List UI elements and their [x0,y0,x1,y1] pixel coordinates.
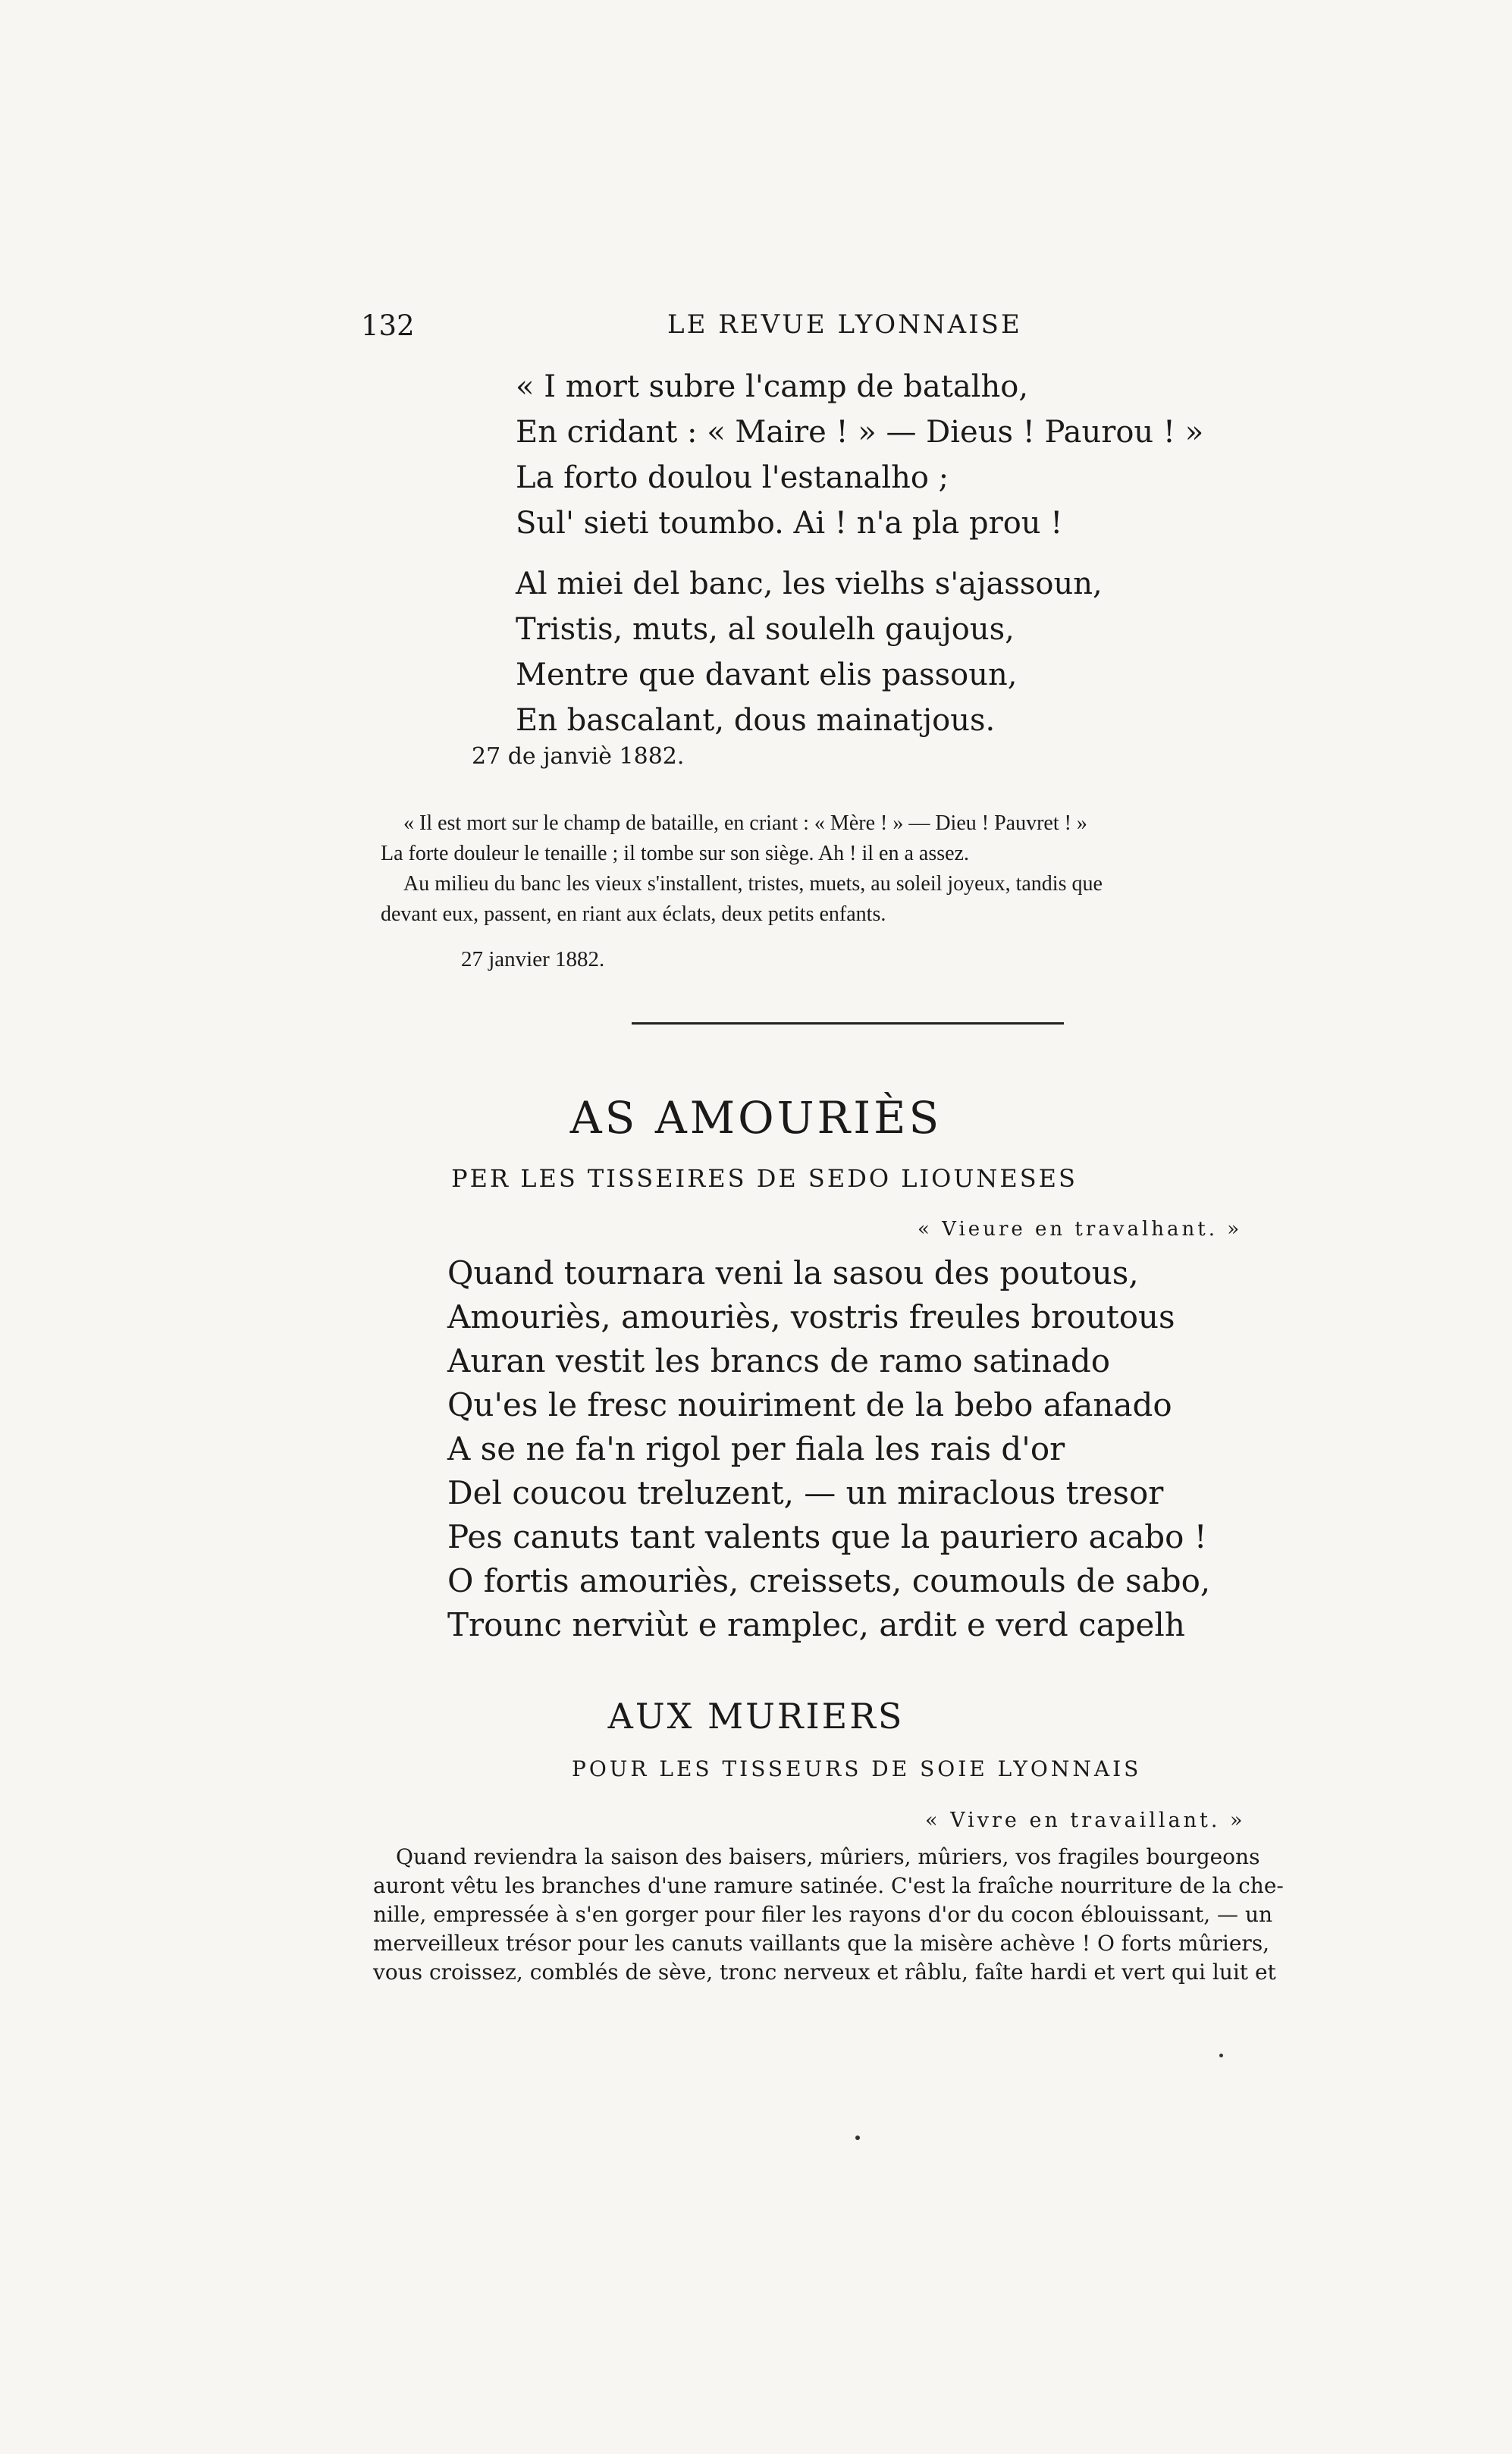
poem-epigraph: « Vieure en travalhant. » [918,1218,1243,1241]
verse-line: Qu'es le fresc nouiriment de la bebo afanado [447,1386,1172,1423]
poem-date: 27 de janviè 1882. [472,743,685,770]
translation-title: AUX MURIERS [607,1696,905,1737]
ink-speck [1219,2054,1223,2057]
translation-line: auront vêtu les branches d'une ramure satinée. C'est la fraîche nourriture de la che- [373,1873,1284,1898]
translation-line: La forte douleur le tenaille ; il tombe sur son siège. Ah ! il en a assez. [381,842,969,865]
translation-block-1 [381,808,1324,930]
verse-line: Sul' sieti toumbo. Ai ! n'a pla prou ! [516,506,1063,541]
translation-line: Quand reviendra la saison des baisers, mûriers, mûriers, vos fragiles bourgeons [396,1844,1260,1869]
translation-line: vous croissez, comblés de sève, tronc nerveux et râblu, faîte hardi et vert qui luit et [373,1960,1276,1985]
translation-date: 27 janvier 1882. [461,947,605,971]
translation-line: merveilleux trésor pour les canuts vaillants que la misère achève ! O forts mûriers, [373,1931,1270,1956]
section-divider [632,1022,1064,1025]
poem-title: AS AMOURIÈS [569,1092,943,1144]
verse-line: Quand tournara veni la sasou des poutous, [447,1254,1139,1291]
translation-line: « Il est mort sur le champ de bataille, en criant : « Mère ! » — Dieu ! Pauvret ! » [403,811,1087,835]
verse-line: A se ne fa'n rigol per fiala les rais d'or [447,1430,1065,1467]
translation-block-2 [373,1843,1319,1987]
translation-line: nille, empressée à s'en gorger pour filer les rayons d'or du cocon éblouissant, — un [373,1902,1273,1927]
verse-line: Tristis, muts, al soulelh gaujous, [516,612,1015,647]
ink-speck [855,2135,860,2140]
verse-line: Mentre que davant elis passoun, [516,657,1018,692]
verse-line: Al miei del banc, les vielhs s'ajassoun, [516,566,1103,601]
translation-epigraph: « Vivre en travaillant. » [925,1809,1246,1832]
verse-line: O fortis amouriès, creissets, coumouls de sabo, [447,1562,1211,1599]
verse-line: La forto doulou l'estanalho ; [516,460,949,495]
verse-line: Pes canuts tant valents que la pauriero acabo ! [447,1518,1207,1555]
verse-line: En cridant : « Maire ! » — Dieus ! Paurou ! » [516,415,1204,450]
translation-line: Au milieu du banc les vieux s'installent, tristes, muets, au soleil joyeux, tandis que [403,872,1103,896]
poem-body [447,1251,1210,1647]
page-number: 132 [361,309,415,342]
running-header: LE REVUE LYONNAISE [667,309,1022,340]
poem-subtitle: PER LES TISSEIRES DE SEDO LIOUNESES [451,1164,1078,1193]
verse-line: En bascalant, dous mainatjous. [516,703,996,738]
verse-line: Amouriès, amouriès, vostris freules broutous [447,1298,1175,1335]
verse-line: Auran vestit les brancs de ramo satinado [447,1342,1111,1379]
translation-subtitle: POUR LES TISSEURS DE SOIE LYONNAIS [572,1756,1142,1781]
verse-line: Trounc nerviùt e ramplec, ardit e verd capelh [447,1606,1185,1643]
verse-line: « I mort subre l'camp de batalho, [516,369,1029,404]
verse-line: Del coucou treluzent, — un miraclous tresor [447,1474,1164,1511]
poem-ending [516,364,1203,743]
translation-line: devant eux, passent, en riant aux éclats, deux petits enfants. [381,902,886,926]
